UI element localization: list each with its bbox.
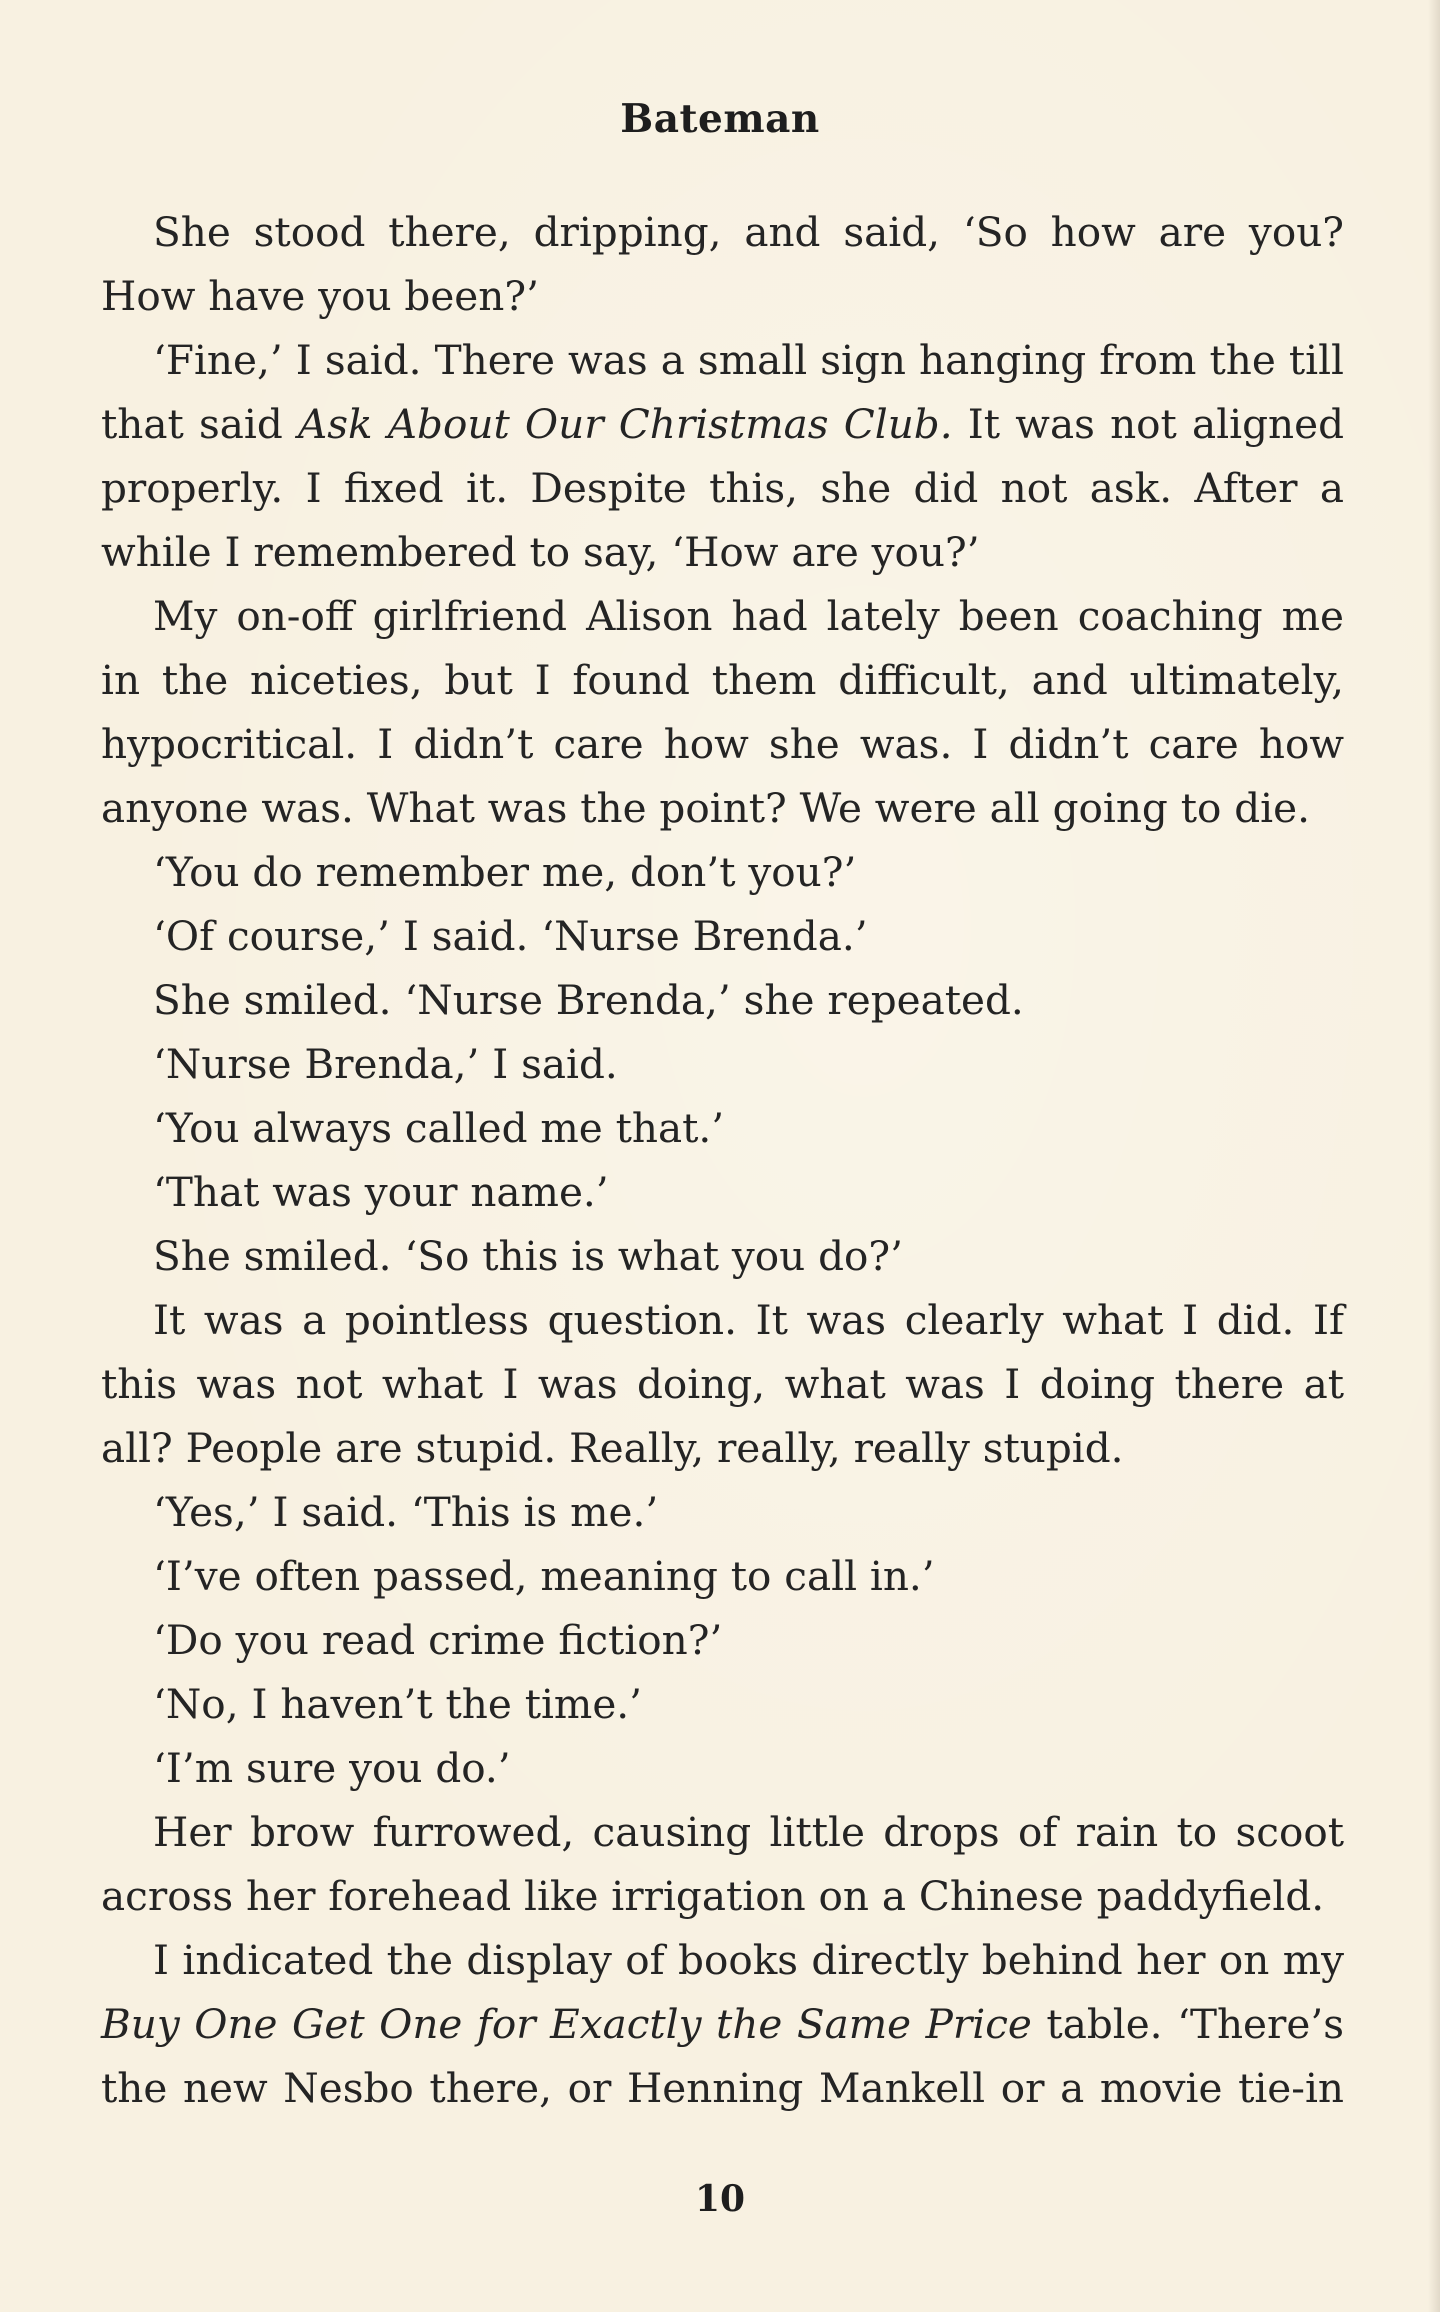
body-text [101, 200, 1344, 2120]
paragraph [101, 1736, 1344, 1800]
text-segment: It was a pointless question. It was clearly what I did. If this was not what I was doing, what was I doing there at all? People are stupid. Really, really, really stupid. [101, 1296, 1344, 1472]
paragraph [101, 328, 1344, 584]
text-segment: It was not aligned properly. I fixed it. Despite this, she did not ask. After a while I remembered to say, ‘How are you?’ [101, 400, 1344, 576]
italic-text-segment: Buy One Get One for Exactly the Same Price [101, 2000, 1032, 2048]
paragraph [101, 1608, 1344, 1672]
text-segment: ‘Do you read crime fiction?’ [153, 1616, 723, 1664]
paragraph [101, 1672, 1344, 1736]
text-segment: ‘Fine,’ I said. There was a small sign hanging from the till that said [101, 336, 1344, 448]
paragraph [101, 200, 1344, 328]
text-segment: She smiled. ‘Nurse Brenda,’ she repeated. [153, 976, 1024, 1024]
running-header: Bateman [620, 96, 820, 142]
text-segment: I indicated the display of books directly behind her on my [153, 1936, 1344, 1984]
text-segment: table. ‘There’s the new Nesbo there, or Henning Mankell or a movie tie-in [101, 2000, 1344, 2112]
paragraph [101, 840, 1344, 904]
paragraph [101, 1224, 1344, 1288]
paragraph [101, 1160, 1344, 1224]
paragraph [101, 1800, 1344, 1928]
page-edge-shadow [1428, 0, 1440, 2312]
paragraph [101, 1288, 1344, 1480]
text-segment: ‘You always called me that.’ [153, 1104, 725, 1152]
paragraph [101, 1928, 1344, 2120]
text-segment: My on-off girlfriend Alison had lately been coaching me in the niceties, but I found them difficult, and ultimately, hypocritical. I didn’t care how she was. I didn’t care how anyone was. What was the point? We were all going to die. [101, 592, 1344, 832]
text-segment: ‘Nurse Brenda,’ I said. [153, 1040, 618, 1088]
text-segment: ‘Yes,’ I said. ‘This is me.’ [153, 1488, 659, 1536]
paragraph [101, 584, 1344, 840]
paragraph [101, 968, 1344, 1032]
text-segment: She smiled. ‘So this is what you do?’ [153, 1232, 904, 1280]
text-segment: She stood there, dripping, and said, ‘So how are you? How have you been?’ [101, 208, 1344, 320]
text-segment: ‘No, I haven’t the time.’ [153, 1680, 643, 1728]
italic-text-segment: Ask About Our Christmas Club. [298, 400, 953, 448]
text-segment: ‘Of course,’ I said. ‘Nurse Brenda.’ [153, 912, 868, 960]
paragraph [101, 1032, 1344, 1096]
text-segment: ‘You do remember me, don’t you?’ [153, 848, 857, 896]
paragraph [101, 1480, 1344, 1544]
paragraph [101, 904, 1344, 968]
text-segment: ‘That was your name.’ [153, 1168, 609, 1216]
text-segment: ‘I’ve often passed, meaning to call in.’ [153, 1552, 935, 1600]
text-segment: ‘I’m sure you do.’ [153, 1744, 511, 1792]
paragraph [101, 1096, 1344, 1160]
text-segment: Her brow furrowed, causing little drops of rain to scoot across her forehead like irrigation on a Chinese paddyfield. [101, 1808, 1344, 1920]
page-number: 10 [694, 2178, 746, 2220]
paragraph [101, 1544, 1344, 1608]
